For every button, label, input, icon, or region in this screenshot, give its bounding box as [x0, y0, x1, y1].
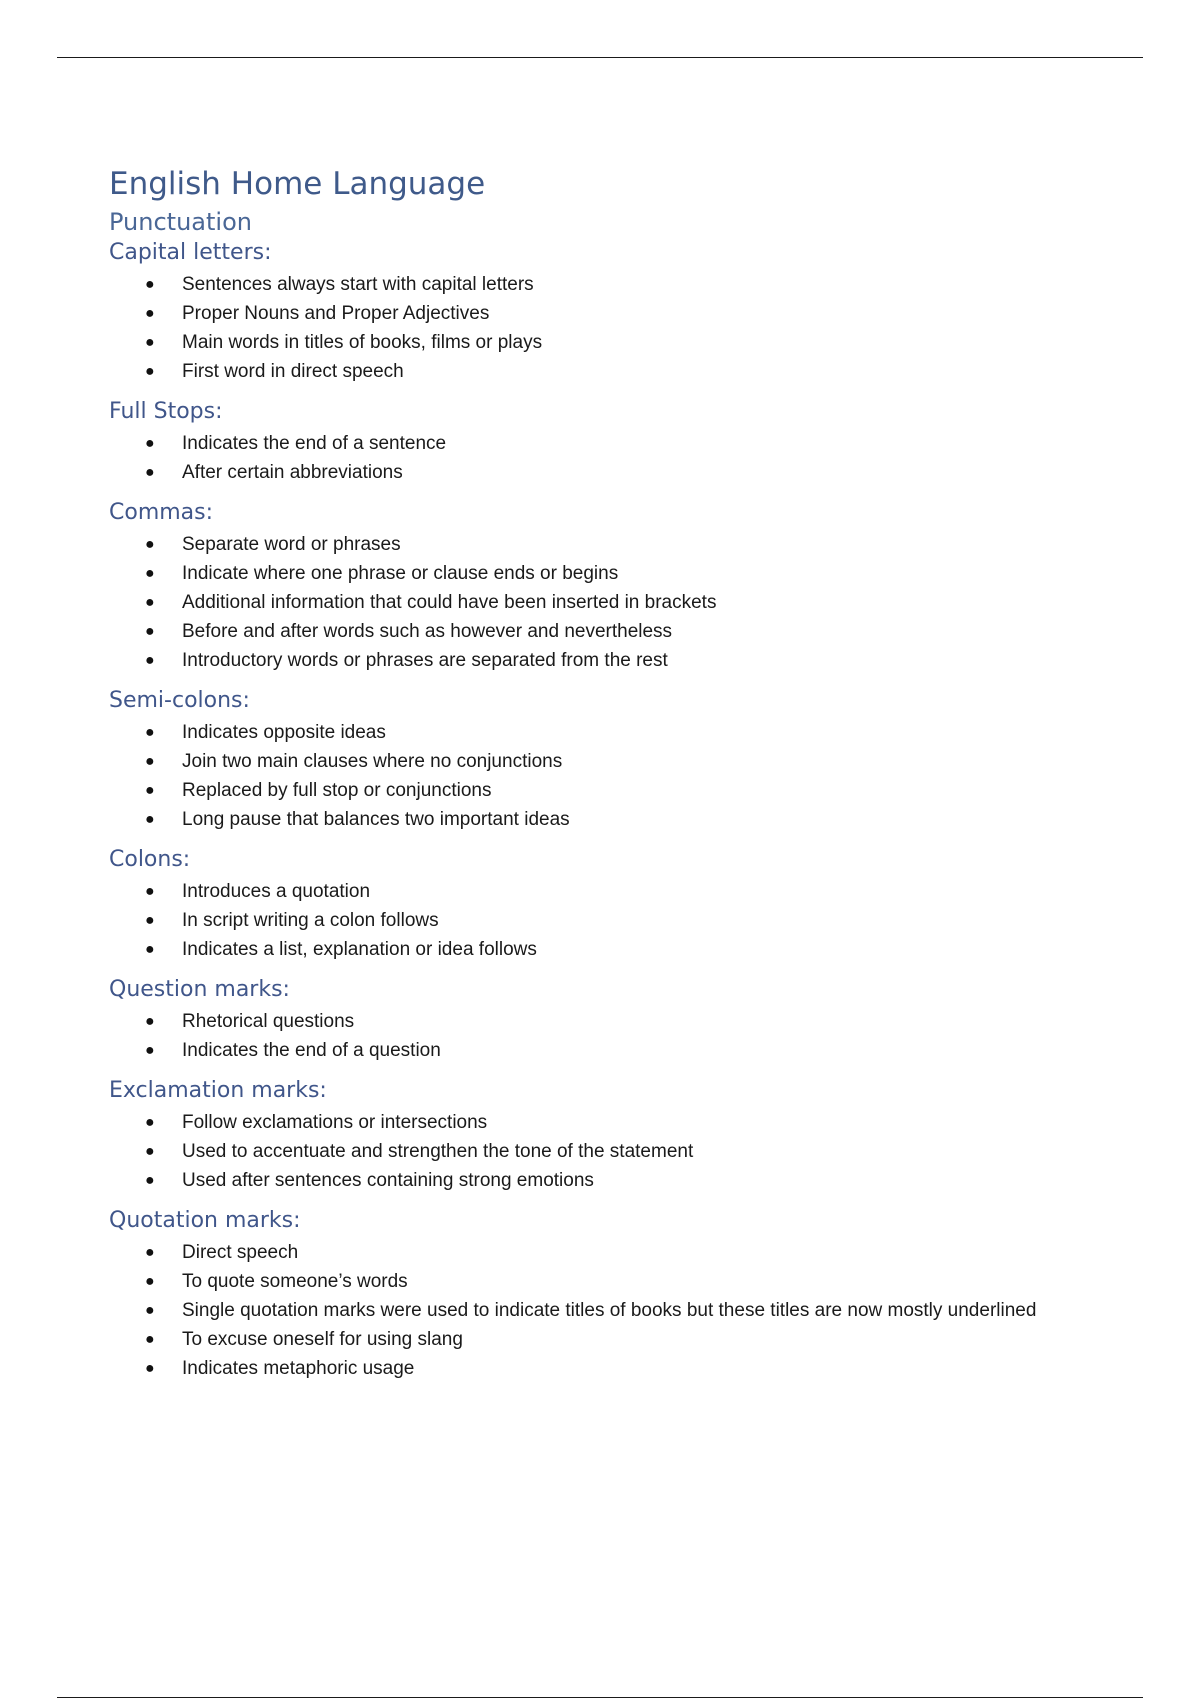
bullet-icon: ● — [145, 1042, 155, 1059]
list-item — [109, 805, 1149, 834]
document-title: English Home Language — [109, 166, 486, 202]
list-item-text: Single quotation marks were used to indicate titles of books but these titles are now mostly underlined — [182, 1300, 1037, 1321]
list-item — [109, 1296, 1149, 1325]
section-heading: Question marks: — [109, 977, 290, 1002]
section-heading: Commas: — [109, 500, 214, 525]
bullet-icon: ● — [145, 363, 155, 380]
bullet-icon: ● — [145, 305, 155, 322]
bullet-icon: ● — [145, 1244, 155, 1261]
bullet-list — [109, 1238, 1149, 1383]
list-item-text: In script writing a colon follows — [182, 910, 439, 931]
section-heading: Exclamation marks: — [109, 1078, 327, 1103]
list-item-text: Indicate where one phrase or clause ends or begins — [182, 563, 619, 584]
list-item — [109, 458, 1149, 487]
bullet-icon: ● — [145, 435, 155, 452]
bullet-icon: ● — [145, 1273, 155, 1290]
bullet-list — [109, 530, 1149, 675]
list-item — [109, 270, 1149, 299]
list-item — [109, 559, 1149, 588]
footer-rule — [57, 1697, 1143, 1698]
bullet-list — [109, 1007, 1149, 1065]
list-item-text: Introductory words or phrases are separated from the rest — [182, 650, 668, 671]
list-item-text: Follow exclamations or intersections — [182, 1112, 488, 1133]
bullet-list — [109, 877, 1149, 964]
bullet-icon: ● — [145, 276, 155, 293]
bullet-icon: ● — [145, 782, 155, 799]
list-item — [109, 1267, 1149, 1296]
bullet-icon: ● — [145, 565, 155, 582]
list-item-text: Separate word or phrases — [182, 534, 401, 555]
bullet-icon: ● — [145, 912, 155, 929]
list-item — [109, 1354, 1149, 1383]
list-item-text: After certain abbreviations — [182, 462, 403, 483]
bullet-icon: ● — [145, 811, 155, 828]
list-item-text: Indicates the end of a question — [182, 1040, 441, 1061]
list-item-text: Main words in titles of books, films or plays — [182, 332, 543, 353]
list-item-text: Used to accentuate and strengthen the tone of the statement — [182, 1141, 694, 1162]
list-item-text: Long pause that balances two important ideas — [182, 809, 570, 830]
list-item-text: Introduces a quotation — [182, 881, 371, 902]
list-item — [109, 718, 1149, 747]
list-item-text: Additional information that could have been inserted in brackets — [182, 592, 717, 613]
list-item — [109, 776, 1149, 805]
list-item-text: To excuse oneself for using slang — [182, 1329, 463, 1350]
section-heading: Quotation marks: — [109, 1208, 301, 1233]
list-item — [109, 646, 1149, 675]
bullet-icon: ● — [145, 1013, 155, 1030]
bullet-icon: ● — [145, 623, 155, 640]
list-item-text: Sentences always start with capital letters — [182, 274, 534, 295]
list-item-text: Direct speech — [182, 1242, 299, 1263]
bullet-icon: ● — [145, 724, 155, 741]
list-item — [109, 747, 1149, 776]
list-item — [109, 877, 1149, 906]
bullet-list — [109, 718, 1149, 834]
bullet-icon: ● — [145, 334, 155, 351]
bullet-list — [109, 270, 1149, 386]
list-item — [109, 1036, 1149, 1065]
section — [109, 847, 1149, 964]
list-item-text: Used after sentences containing strong emotions — [182, 1170, 594, 1191]
list-item — [109, 617, 1149, 646]
bullet-icon: ● — [145, 652, 155, 669]
section-heading: Capital letters: — [109, 240, 272, 265]
list-item — [109, 530, 1149, 559]
section — [109, 1208, 1149, 1383]
list-item-text: First word in direct speech — [182, 361, 404, 382]
list-item — [109, 906, 1149, 935]
list-item-text: Proper Nouns and Proper Adjectives — [182, 303, 490, 324]
bullet-list — [109, 429, 1149, 487]
list-item-text: Indicates a list, explanation or idea follows — [182, 939, 537, 960]
bullet-icon: ● — [145, 753, 155, 770]
bullet-icon: ● — [145, 1172, 155, 1189]
list-item — [109, 935, 1149, 964]
header-rule — [57, 57, 1143, 58]
list-item — [109, 1166, 1149, 1195]
list-item-text: Before and after words such as however and nevertheless — [182, 621, 673, 642]
bullet-icon: ● — [145, 1143, 155, 1160]
list-item — [109, 357, 1149, 386]
bullet-icon: ● — [145, 1302, 155, 1319]
list-item — [109, 1007, 1149, 1036]
section — [109, 399, 1149, 487]
bullet-icon: ● — [145, 883, 155, 900]
section — [109, 688, 1149, 834]
list-item-text: Rhetorical questions — [182, 1011, 355, 1032]
list-item — [109, 1238, 1149, 1267]
section — [109, 500, 1149, 675]
document-body — [109, 166, 1149, 1396]
list-item-text: Replaced by full stop or conjunctions — [182, 780, 492, 801]
list-item-text: Indicates opposite ideas — [182, 722, 386, 743]
bullet-icon: ● — [145, 1360, 155, 1377]
list-item — [109, 429, 1149, 458]
section — [109, 977, 1149, 1065]
section-heading: Colons: — [109, 847, 191, 872]
list-item — [109, 299, 1149, 328]
bullet-icon: ● — [145, 1331, 155, 1348]
bullet-icon: ● — [145, 536, 155, 553]
document-subtitle: Punctuation — [109, 208, 252, 236]
list-item — [109, 328, 1149, 357]
list-item — [109, 1108, 1149, 1137]
list-item — [109, 1325, 1149, 1354]
list-item — [109, 1137, 1149, 1166]
sections-container — [109, 240, 1149, 1383]
list-item-text: Join two main clauses where no conjunctions — [182, 751, 563, 772]
list-item-text: To quote someone’s words — [182, 1271, 408, 1292]
bullet-icon: ● — [145, 594, 155, 611]
list-item-text: Indicates the end of a sentence — [182, 433, 447, 454]
list-item — [109, 588, 1149, 617]
section-heading: Full Stops: — [109, 399, 223, 424]
bullet-icon: ● — [145, 941, 155, 958]
bullet-list — [109, 1108, 1149, 1195]
bullet-icon: ● — [145, 464, 155, 481]
section — [109, 240, 1149, 386]
section — [109, 1078, 1149, 1195]
bullet-icon: ● — [145, 1114, 155, 1131]
section-heading: Semi-colons: — [109, 688, 250, 713]
list-item-text: Indicates metaphoric usage — [182, 1358, 415, 1379]
